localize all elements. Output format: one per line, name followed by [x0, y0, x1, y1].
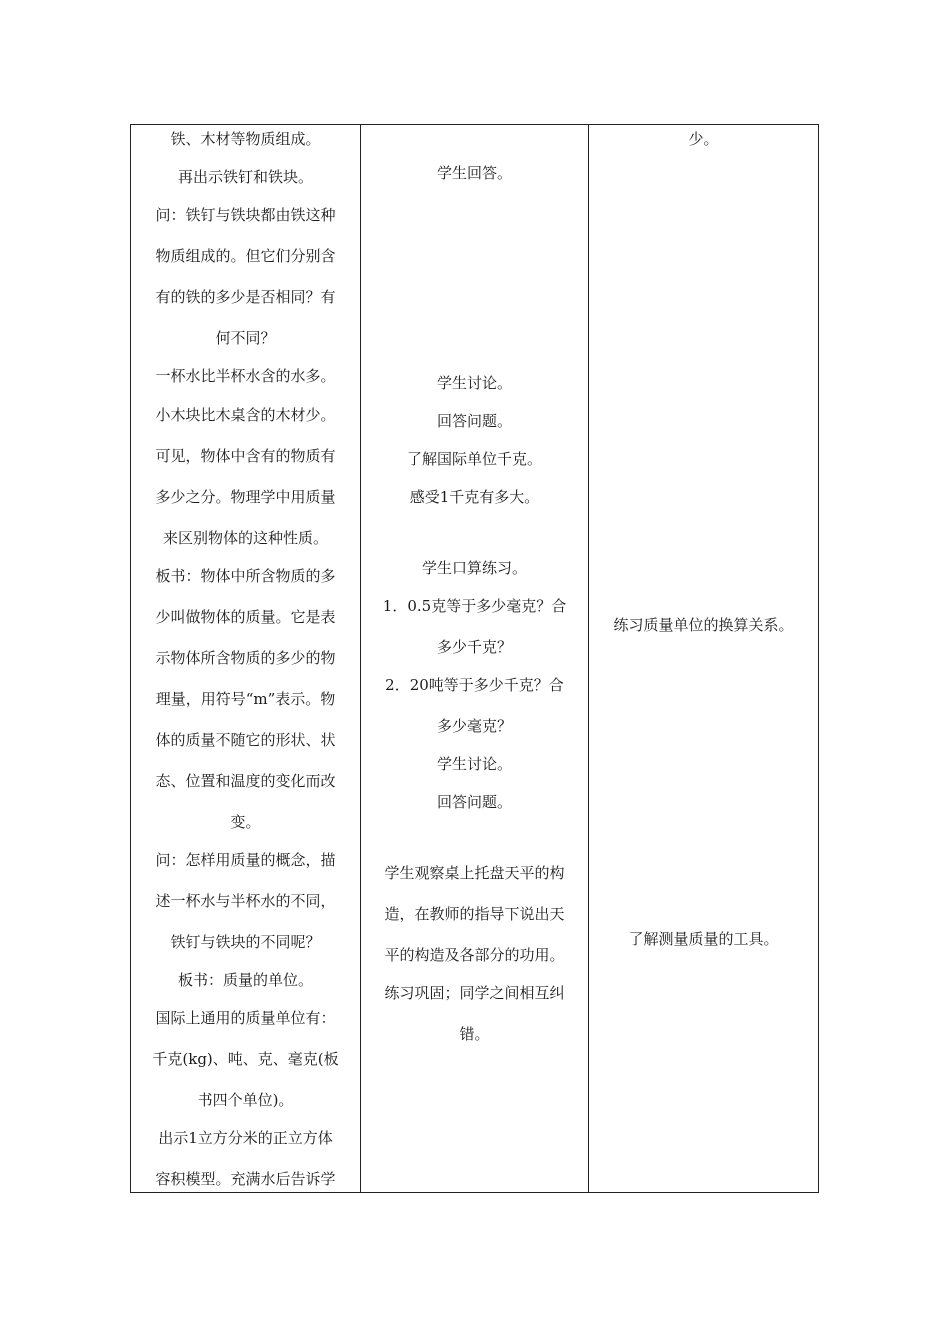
text-line: 练习质量单位的换算关系。 [613, 616, 794, 634]
text-line: 1．0.5克等于多少毫克？合 [382, 597, 567, 615]
text-line: 少叫做物体的质量。它是表 [155, 608, 336, 626]
text-line: 何不同？ [215, 329, 276, 347]
text-line: 学生观察桌上托盘天平的构 [384, 864, 565, 882]
text-line: 出示1立方分米的正立方体 [158, 1129, 333, 1147]
text-line: 造，在教师的指导下说出天 [384, 905, 565, 923]
text-line: 错。 [459, 1025, 490, 1043]
text-line: 多少毫克？ [436, 717, 512, 735]
text-line: 千克(kg)、吨、克、毫克(板 [152, 1050, 339, 1068]
text-line: 回答问题。 [436, 793, 512, 811]
text-line: 再出示铁钉和铁块。 [177, 168, 313, 186]
student-activity-column [361, 125, 589, 1192]
text-line: 问：铁钉与铁块都由铁这种 [155, 206, 336, 224]
text-line: 学生讨论。 [436, 374, 512, 392]
design-intent-column [589, 125, 818, 1192]
text-line: 国际上通用的质量单位有： [155, 1009, 336, 1027]
text-line: 体的质量不随它的形状、状 [155, 731, 336, 749]
text-line: 感受1千克有多大。 [409, 488, 540, 506]
text-line: 板书：质量的单位。 [177, 971, 313, 989]
text-line: 可见，物体中含有的物质有 [155, 447, 336, 465]
text-line: 学生回答。 [436, 164, 512, 182]
text-line: 平的构造及各部分的功用。 [384, 946, 565, 964]
text-line: 来区别物体的这种性质。 [162, 529, 328, 547]
text-line: 学生口算练习。 [421, 559, 527, 577]
text-line: 少。 [688, 130, 719, 148]
text-line: 述一杯水与半杯水的不同， [155, 892, 336, 910]
text-line: 书四个单位)。 [197, 1091, 294, 1109]
text-line: 变。 [230, 813, 261, 831]
text-line: 一杯水比半杯水含的水多。 [155, 367, 336, 385]
text-line: 铁钉与铁块的不同呢？ [170, 933, 321, 951]
lesson-table [130, 124, 819, 1193]
text-line: 示物体所含物质的多少的物 [155, 649, 336, 667]
text-line: 了解测量质量的工具。 [628, 930, 779, 948]
text-line: 小木块比木桌含的木材少。 [155, 406, 336, 424]
text-line: 板书：物体中所含物质的多 [155, 567, 336, 585]
text-line: 练习巩固；同学之间相互纠 [384, 984, 565, 1002]
text-line: 问：怎样用质量的概念，描 [155, 851, 336, 869]
teacher-activity-column [131, 125, 361, 1192]
text-line: 铁、木材等物质组成。 [170, 130, 321, 148]
text-line: 2．20吨等于多少千克？合 [385, 676, 564, 694]
text-line: 态、位置和温度的变化而改 [155, 772, 336, 790]
text-line: 了解国际单位千克。 [406, 450, 542, 468]
text-line: 学生讨论。 [436, 755, 512, 773]
text-line: 理量，用符号“m”表示。物 [155, 690, 336, 708]
text-line: 物质组成的。但它们分别含 [155, 247, 336, 265]
text-line: 多少之分。物理学中用质量 [155, 488, 336, 506]
text-line: 多少千克？ [436, 638, 512, 656]
text-line: 有的铁的多少是否相同？有 [155, 288, 336, 306]
text-line: 回答问题。 [436, 412, 512, 430]
text-line: 容积模型。充满水后告诉学 [155, 1170, 336, 1188]
